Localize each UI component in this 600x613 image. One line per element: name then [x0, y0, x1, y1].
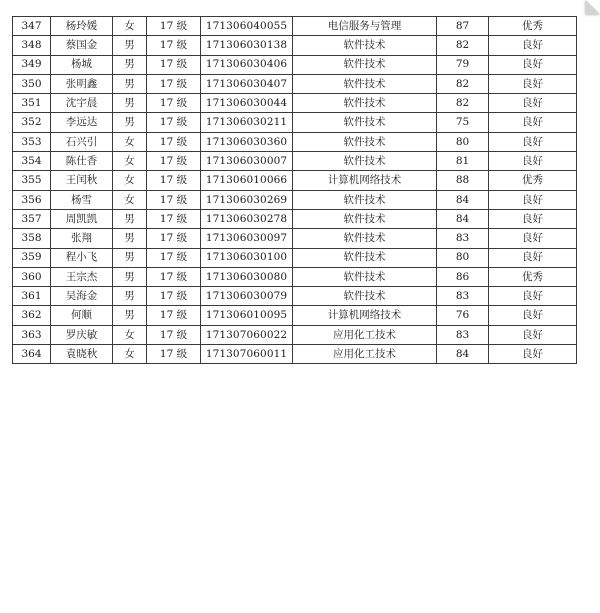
- major-cell: 软件技术: [293, 248, 437, 267]
- rating-cell: 良好: [489, 209, 577, 228]
- student-id-cell: 171306030406: [201, 55, 293, 74]
- row-number-cell: 363: [13, 325, 51, 344]
- major-cell: 软件技术: [293, 190, 437, 209]
- student-records-table: [12, 16, 577, 364]
- student-name-cell: 沈宇晨: [51, 94, 113, 113]
- grade-cell: 17 级: [147, 171, 201, 190]
- rating-cell: 良好: [489, 287, 577, 306]
- major-cell: 电信服务与管理: [293, 17, 437, 36]
- row-number-cell: 352: [13, 113, 51, 132]
- table-row: [13, 325, 577, 344]
- table-row: [13, 152, 577, 171]
- table-row: [13, 306, 577, 325]
- gender-cell: 女: [113, 325, 147, 344]
- student-id-cell: 171306010095: [201, 306, 293, 325]
- table-row: [13, 94, 577, 113]
- grade-cell: 17 级: [147, 306, 201, 325]
- grade-cell: 17 级: [147, 229, 201, 248]
- student-name-cell: 王宗杰: [51, 267, 113, 286]
- major-cell: 应用化工技术: [293, 325, 437, 344]
- score-cell: 82: [437, 36, 489, 55]
- table-row: [13, 132, 577, 151]
- student-name-cell: 程小飞: [51, 248, 113, 267]
- rating-cell: 良好: [489, 94, 577, 113]
- table-body: [13, 17, 577, 364]
- grade-cell: 17 级: [147, 267, 201, 286]
- table-row: [13, 17, 577, 36]
- student-id-cell: 171306030278: [201, 209, 293, 228]
- gender-cell: 女: [113, 345, 147, 364]
- major-cell: 软件技术: [293, 229, 437, 248]
- table-row: [13, 267, 577, 286]
- rating-cell: 优秀: [489, 171, 577, 190]
- gender-cell: 男: [113, 36, 147, 55]
- student-id-cell: 171306030407: [201, 74, 293, 93]
- grade-cell: 17 级: [147, 190, 201, 209]
- major-cell: 软件技术: [293, 287, 437, 306]
- student-name-cell: 李远达: [51, 113, 113, 132]
- row-number-cell: 357: [13, 209, 51, 228]
- score-cell: 87: [437, 17, 489, 36]
- row-number-cell: 355: [13, 171, 51, 190]
- gender-cell: 男: [113, 94, 147, 113]
- grade-cell: 17 级: [147, 94, 201, 113]
- score-cell: 76: [437, 306, 489, 325]
- student-name-cell: 吴海金: [51, 287, 113, 306]
- major-cell: 计算机网络技术: [293, 171, 437, 190]
- gender-cell: 男: [113, 113, 147, 132]
- student-id-cell: 171306010066: [201, 171, 293, 190]
- row-number-cell: 358: [13, 229, 51, 248]
- rating-cell: 良好: [489, 306, 577, 325]
- score-cell: 80: [437, 248, 489, 267]
- rating-cell: 良好: [489, 152, 577, 171]
- student-id-cell: 171306030044: [201, 94, 293, 113]
- student-name-cell: 袁晓秋: [51, 345, 113, 364]
- table-row: [13, 113, 577, 132]
- table-row: [13, 36, 577, 55]
- student-id-cell: 171307060022: [201, 325, 293, 344]
- student-id-cell: 171306030211: [201, 113, 293, 132]
- gender-cell: 男: [113, 287, 147, 306]
- gender-cell: 男: [113, 209, 147, 228]
- rating-cell: 优秀: [489, 17, 577, 36]
- score-cell: 83: [437, 287, 489, 306]
- row-number-cell: 362: [13, 306, 51, 325]
- table-row: [13, 209, 577, 228]
- student-name-cell: 王闰秋: [51, 171, 113, 190]
- grade-cell: 17 级: [147, 152, 201, 171]
- table-row: [13, 190, 577, 209]
- student-id-cell: 171306030097: [201, 229, 293, 248]
- rating-cell: 良好: [489, 74, 577, 93]
- row-number-cell: 361: [13, 287, 51, 306]
- student-name-cell: 杨雪: [51, 190, 113, 209]
- major-cell: 软件技术: [293, 152, 437, 171]
- score-cell: 84: [437, 345, 489, 364]
- rating-cell: 良好: [489, 248, 577, 267]
- row-number-cell: 364: [13, 345, 51, 364]
- row-number-cell: 354: [13, 152, 51, 171]
- score-cell: 82: [437, 74, 489, 93]
- student-name-cell: 石兴引: [51, 132, 113, 151]
- page-curl-corner: [586, 0, 600, 14]
- score-cell: 86: [437, 267, 489, 286]
- score-cell: 81: [437, 152, 489, 171]
- gender-cell: 女: [113, 17, 147, 36]
- major-cell: 软件技术: [293, 74, 437, 93]
- score-cell: 83: [437, 325, 489, 344]
- gender-cell: 男: [113, 74, 147, 93]
- row-number-cell: 359: [13, 248, 51, 267]
- row-number-cell: 360: [13, 267, 51, 286]
- gender-cell: 男: [113, 229, 147, 248]
- row-number-cell: 353: [13, 132, 51, 151]
- table-row: [13, 171, 577, 190]
- rating-cell: 良好: [489, 345, 577, 364]
- score-cell: 83: [437, 229, 489, 248]
- grade-cell: 17 级: [147, 74, 201, 93]
- gender-cell: 女: [113, 171, 147, 190]
- student-name-cell: 张明鑫: [51, 74, 113, 93]
- student-name-cell: 蔡国金: [51, 36, 113, 55]
- rating-cell: 良好: [489, 36, 577, 55]
- student-id-cell: 171306040055: [201, 17, 293, 36]
- row-number-cell: 349: [13, 55, 51, 74]
- row-number-cell: 351: [13, 94, 51, 113]
- student-id-cell: 171307060011: [201, 345, 293, 364]
- student-name-cell: 陈仕香: [51, 152, 113, 171]
- grade-cell: 17 级: [147, 287, 201, 306]
- student-name-cell: 张翔: [51, 229, 113, 248]
- table-row: [13, 287, 577, 306]
- gender-cell: 男: [113, 306, 147, 325]
- score-cell: 75: [437, 113, 489, 132]
- gender-cell: 男: [113, 248, 147, 267]
- rating-cell: 良好: [489, 229, 577, 248]
- row-number-cell: 356: [13, 190, 51, 209]
- student-id-cell: 171306030360: [201, 132, 293, 151]
- rating-cell: 良好: [489, 113, 577, 132]
- score-cell: 82: [437, 94, 489, 113]
- major-cell: 软件技术: [293, 267, 437, 286]
- gender-cell: 男: [113, 267, 147, 286]
- row-number-cell: 348: [13, 36, 51, 55]
- row-number-cell: 347: [13, 17, 51, 36]
- score-cell: 84: [437, 209, 489, 228]
- grade-cell: 17 级: [147, 248, 201, 267]
- rating-cell: 优秀: [489, 267, 577, 286]
- student-name-cell: 周凯凯: [51, 209, 113, 228]
- gender-cell: 女: [113, 190, 147, 209]
- major-cell: 软件技术: [293, 113, 437, 132]
- gender-cell: 女: [113, 152, 147, 171]
- student-name-cell: 罗庆敏: [51, 325, 113, 344]
- student-name-cell: 何顺: [51, 306, 113, 325]
- rating-cell: 良好: [489, 55, 577, 74]
- major-cell: 软件技术: [293, 36, 437, 55]
- major-cell: 软件技术: [293, 209, 437, 228]
- major-cell: 应用化工技术: [293, 345, 437, 364]
- major-cell: 软件技术: [293, 55, 437, 74]
- grade-cell: 17 级: [147, 132, 201, 151]
- table-row: [13, 248, 577, 267]
- table-row: [13, 345, 577, 364]
- gender-cell: 男: [113, 55, 147, 74]
- row-number-cell: 350: [13, 74, 51, 93]
- student-id-cell: 171306030269: [201, 190, 293, 209]
- table-row: [13, 55, 577, 74]
- gender-cell: 女: [113, 132, 147, 151]
- student-id-cell: 171306030007: [201, 152, 293, 171]
- major-cell: 软件技术: [293, 94, 437, 113]
- grade-cell: 17 级: [147, 325, 201, 344]
- score-cell: 80: [437, 132, 489, 151]
- rating-cell: 良好: [489, 325, 577, 344]
- table-row: [13, 74, 577, 93]
- grade-cell: 17 级: [147, 17, 201, 36]
- student-id-cell: 171306030079: [201, 287, 293, 306]
- table-row: [13, 229, 577, 248]
- score-cell: 88: [437, 171, 489, 190]
- rating-cell: 良好: [489, 132, 577, 151]
- major-cell: 计算机网络技术: [293, 306, 437, 325]
- score-cell: 84: [437, 190, 489, 209]
- score-cell: 79: [437, 55, 489, 74]
- student-id-cell: 171306030138: [201, 36, 293, 55]
- grade-cell: 17 级: [147, 36, 201, 55]
- grade-cell: 17 级: [147, 113, 201, 132]
- grade-cell: 17 级: [147, 209, 201, 228]
- grade-cell: 17 级: [147, 345, 201, 364]
- student-id-cell: 171306030100: [201, 248, 293, 267]
- student-name-cell: 杨玲媛: [51, 17, 113, 36]
- student-name-cell: 杨城: [51, 55, 113, 74]
- major-cell: 软件技术: [293, 132, 437, 151]
- rating-cell: 良好: [489, 190, 577, 209]
- grade-cell: 17 级: [147, 55, 201, 74]
- student-id-cell: 171306030080: [201, 267, 293, 286]
